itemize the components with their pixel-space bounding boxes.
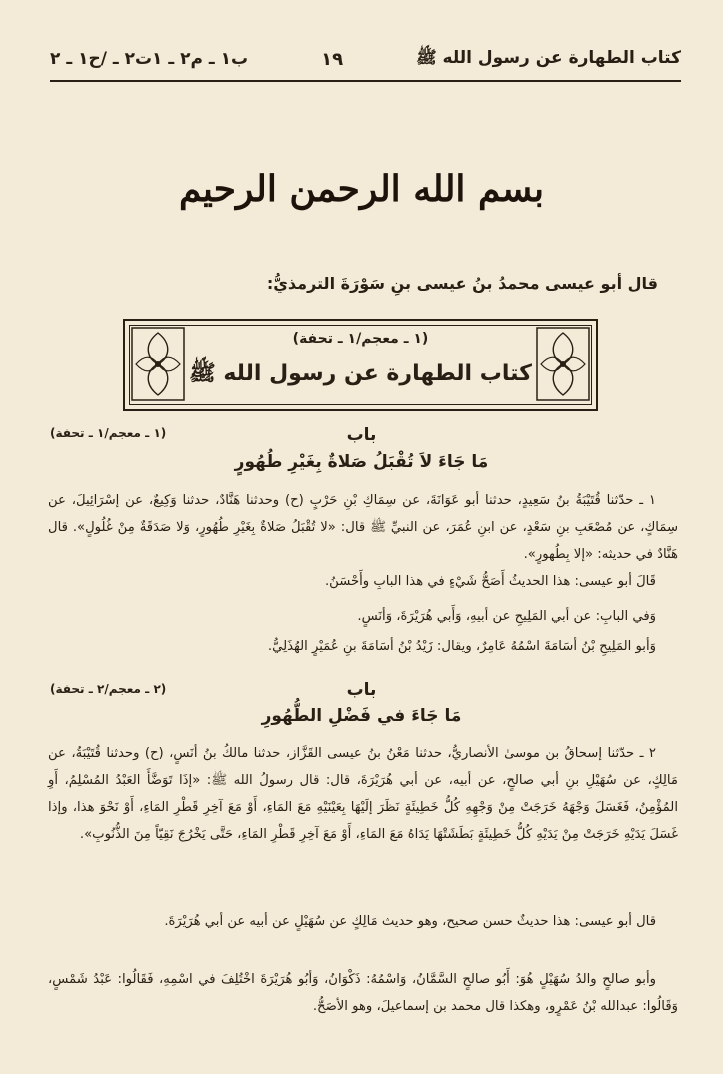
chapter-reference: (٢ ـ معجم/٢ ـ تحفة) bbox=[50, 682, 167, 696]
chapter-title: مَا جَاءَ لاَ تُقْبَلُ صَلاةٌ بِغَيْرِ طُهُورٍ bbox=[234, 452, 489, 472]
book-reference: (١ ـ معجم/١ ـ تحفة) bbox=[292, 331, 429, 347]
floral-ornament-icon bbox=[536, 327, 590, 401]
running-header bbox=[50, 44, 681, 74]
basmala-calligraphy: بسم الله الرحمن الرحيم bbox=[178, 168, 545, 210]
chapter-heading: باب bbox=[346, 425, 377, 445]
page-number: ١٩ bbox=[321, 48, 344, 70]
hadith-text: ١ ـ حدّثنا قُتَيْبَةُ بنُ سَعِيدٍ، حدثنا أبو عَوَانَةَ، عن سِمَاكِ بْنِ حَرْبٍ (ح) وحدثنا هَنَّادٌ، حدثنا وَكِيعٌ، عن إسْرَائِيلَ، عن سِمَاكٍ، عن مُصْعَبِ بنِ سَعْدٍ، عن ابنِ عُمَرَ، عن النبيِّ ﷺ قال: «لا تُقْبَلُ صَلاةٌ بِغَيْرِ طُهُورٍ، وَلا صَدَقَةٌ مِنْ غُلُولٍ». قال هَنَّادٌ في حديثه: «إلا بِطُهورٍ». bbox=[48, 493, 678, 562]
book-title-frame bbox=[123, 319, 598, 411]
header-book-title: كتاب الطهارة عن رسول الله ﷺ bbox=[416, 47, 681, 68]
commentary-paragraph: وأبو صالحٍ والدُ سُهَيْلٍ هُوَ: أَبُو صالحٍ السَّمَّانُ، وَاسْمُهُ: ذَكْوَانُ، وَأبُو هُرَيْرَةَ اخْتُلِفَ في اسْمِهِ، فَقَالُوا: عَبْدُ شَمْسٍ، وَقَالُوا: عبدالله بْنُ عَمْرٍو، وهكذا قال محمد بن إسماعيلَ، وهو الأصَحُّ. bbox=[48, 972, 678, 1014]
book-title: كتاب الطهارة عن رسول الله ﷺ bbox=[189, 361, 532, 386]
chapter-reference: (١ ـ معجم/١ ـ تحفة) bbox=[50, 426, 167, 440]
header-references: ب١ ـ م٢ ـ ١ت٢ ـ /ح١ ـ ٢ bbox=[50, 49, 249, 69]
chapter-title: مَا جَاءَ في فَضْلِ الطُّهُورِ bbox=[261, 706, 462, 726]
commentary-paragraph: قَالَ أبو عيسى: هذا الحديثُ أَصَحُّ شَيْءٍ في هذا البابِ وأَحْسَنُ. bbox=[324, 574, 656, 589]
commentary-paragraph: قال أبو عيسى: هذا حديثٌ حسن صحيح، وهو حديث مَالِكٍ عن سُهَيْلٍ عن أبيه عن أبي هُرَيْرَةَ. bbox=[164, 914, 656, 929]
chapter-heading: باب bbox=[346, 680, 377, 700]
commentary-paragraph: وَأبو المَلِيحِ بْنُ أسَامَةَ اسْمُهُ عَامِرٌ، ويقال: زَيْدُ بْنُ أسَامَةَ بنِ عُمَيْرٍ الهُذَلِيُّ. bbox=[267, 639, 656, 654]
hadith-text: ٢ ـ حدّثنا إسحاقُ بن موسىٰ الأنصاريُّ، حدثنا مَعْنُ بنُ عيسى القَزَّاز، حدثنا مالكُ بنُ أنَسٍ، (ح) وحدثنا قُتَيْبَةُ، عن مَالِكٍ، عن سُهَيْلِ بنِ أبي صالحٍ، عن أبيه، عن أبي هُرَيْرَةَ، قال: قال رسولُ الله ﷺ: «إذَا تَوَضَّأَ العَبْدُ المُسْلِمُ، أَوِ المُؤْمِنُ، فَغَسَلَ وَجْهَهُ خَرَجَتْ مِنْ وَجْهِهِ كُلُّ خَطِيئَةٍ نَظَرَ إلَيْهَا بِعَيْنَيْهِ مَعَ المَاءِ، أَوْ مَعَ آخِرِ قَطْرِ المَاءِ، أَوْ نَحْوَ هذا، وإذا غَسَلَ يَدَيْهِ خَرَجَتْ مِنْ يَدَيْهِ كُلُّ خَطِيئَةٍ بَطَشَتْهَا يَدَاهُ مَعَ المَاءِ، أَوْ مَعَ آخِرِ قَطْرِ المَاءِ، حَتَّى يَخْرُجَ نَقِيّاً مِنَ الذُّنُوبِ». bbox=[48, 746, 678, 842]
floral-ornament-icon bbox=[131, 327, 185, 401]
commentary-paragraph: وَفي البابِ: عن أبي المَلِيحِ عن أبيهِ، وَأَبي هُرَيْرَةَ، وَأنَسٍ. bbox=[357, 609, 656, 624]
intro-line: قال أبو عيسى محمدُ بنُ عيسى بنِ سَوْرَةَ الترمذيُّ: bbox=[266, 274, 658, 293]
header-rule bbox=[50, 80, 681, 82]
